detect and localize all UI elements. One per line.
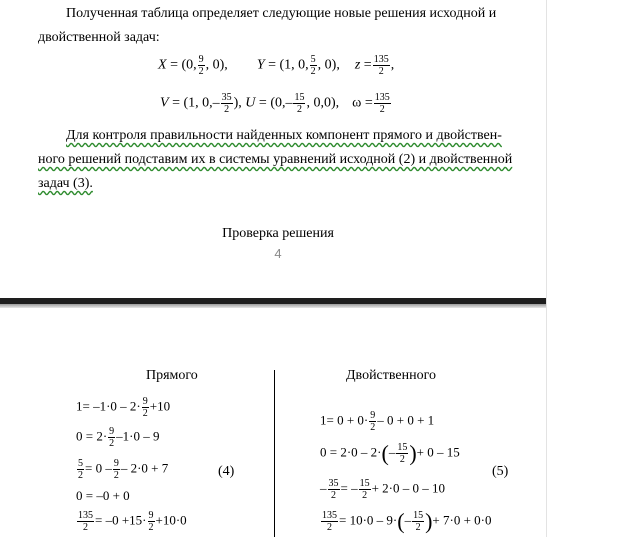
left-eq-1-b: +10 xyxy=(149,398,171,414)
x-num: 9 xyxy=(198,54,204,65)
right-eq-4 xyxy=(320,510,491,533)
solutions-line-2 xyxy=(160,92,392,115)
omega-den: 2 xyxy=(379,104,385,115)
u-minus: – xyxy=(285,95,293,111)
left-eq-1-den: 2 xyxy=(142,408,148,419)
right-eq-2-den: 2 xyxy=(399,454,405,465)
right-eq-4-den: 2 xyxy=(327,522,332,533)
right-eq-3-a: = – xyxy=(340,480,358,496)
right-eq-3-num: 35 xyxy=(328,478,339,489)
right-eq-2-num: 15 xyxy=(397,442,408,453)
left-eq-3-a: = 0 – xyxy=(85,460,112,476)
page-number: 4 xyxy=(274,246,282,261)
control-paragraph xyxy=(38,124,530,196)
right-eq-3-den: 2 xyxy=(331,490,336,501)
right-eq-4-den2: 2 xyxy=(415,522,421,533)
right-eq-4-a: = 10·0 – 9· xyxy=(339,512,398,528)
left-eq-3-b: – 2·0 + 7 xyxy=(120,460,169,476)
y-symbol: Y xyxy=(256,57,265,73)
left-eq-5-den2: 2 xyxy=(148,522,154,533)
right-eq-1-a: 1= 0 + 0· xyxy=(320,412,369,428)
left-eq-3 xyxy=(76,458,168,481)
equals-sign: = xyxy=(363,57,372,73)
left-eq-2-frac xyxy=(108,426,115,449)
control-line-2: ного решений подставим их в системы уравнений исходной (2) и двойственной xyxy=(38,152,513,167)
right-eq-1-frac xyxy=(369,410,376,433)
page-right-edge xyxy=(546,0,547,537)
left-eq-5-frac xyxy=(77,510,94,533)
left-eq-3-frac xyxy=(77,458,84,481)
right-eq-4-rparen: ) xyxy=(425,508,433,534)
y-fraction xyxy=(310,54,317,77)
u-close: , 0,0), xyxy=(306,95,340,111)
left-eq-3-den: 2 xyxy=(78,470,83,481)
v-close: ), xyxy=(233,95,242,111)
right-column-header: Двойственного xyxy=(346,368,437,383)
right-eq-3-minus: – xyxy=(320,480,327,496)
y-open: = (1, 0, xyxy=(268,57,309,73)
left-eq-5-a: = –0 +15· xyxy=(95,512,147,528)
u-open: = (0, xyxy=(258,95,286,111)
v-den: 2 xyxy=(224,104,230,115)
left-eq-3-num2: 9 xyxy=(113,458,119,469)
right-eq-4-frac xyxy=(321,510,338,533)
left-eq-3-num: 5 xyxy=(78,458,83,469)
y-num: 5 xyxy=(310,54,316,65)
right-eq-2-rparen: ) xyxy=(409,440,417,466)
right-eq-4-num: 135 xyxy=(322,510,337,521)
left-eq-2 xyxy=(76,426,160,449)
left-eq-5-b: +10·0 xyxy=(155,512,187,528)
section-title: Проверка решения xyxy=(222,226,334,241)
right-eq-3-frac2 xyxy=(359,478,371,501)
v-symbol: V xyxy=(160,95,169,111)
equals-sign: = xyxy=(364,95,373,111)
z-symbol: z xyxy=(354,57,361,73)
left-eq-1-frac xyxy=(142,396,149,419)
omega-fraction xyxy=(374,92,391,115)
v-num: 35 xyxy=(221,92,232,103)
x-den: 2 xyxy=(198,66,204,77)
u-symbol: U xyxy=(245,95,256,111)
left-eq-1-a: 1= –1·0 – 2· xyxy=(76,398,141,414)
right-eq-2-minus: – xyxy=(388,444,396,460)
left-eq-1-num: 9 xyxy=(142,396,148,407)
u-fraction xyxy=(293,92,305,115)
page-break-shadow xyxy=(0,304,546,308)
x-close: , 0), xyxy=(205,57,228,73)
right-eq-4-num2: 15 xyxy=(413,510,424,521)
y-close: , 0), xyxy=(317,57,340,73)
equals-sign: = xyxy=(170,57,178,73)
right-eq-4-lparen: ( xyxy=(397,508,405,534)
left-system-tag: (4) xyxy=(218,464,235,479)
v-open: = (1, 0,– xyxy=(172,95,220,111)
right-system-tag: (5) xyxy=(492,464,509,479)
z-fraction xyxy=(373,54,390,77)
control-line-3: задач (3). xyxy=(38,176,93,191)
right-eq-3-b: + 2·0 – 0 – 10 xyxy=(371,480,446,496)
y-den: 2 xyxy=(310,66,316,77)
left-eq-1 xyxy=(76,396,170,419)
right-eq-2-frac xyxy=(396,442,408,465)
right-eq-4-b: + 7·0 + 0·0 xyxy=(432,512,492,528)
x-symbol: X xyxy=(158,57,167,73)
left-eq-2-a: 0 = 2· xyxy=(76,428,108,444)
right-eq-2-a: 0 = 2·0 – 2· xyxy=(320,444,382,460)
right-eq-1 xyxy=(320,410,434,433)
column-divider xyxy=(274,370,275,537)
right-eq-1-den: 2 xyxy=(370,422,376,433)
right-eq-3-frac xyxy=(328,478,340,501)
u-num: 15 xyxy=(294,92,305,103)
left-eq-2-den: 2 xyxy=(109,438,115,449)
omega-symbol: ω xyxy=(352,95,362,111)
z-den: 2 xyxy=(378,66,384,77)
left-eq-5 xyxy=(76,510,187,533)
control-line-1: Для контроля правильности найденных компонент прямого и двойствен- xyxy=(66,128,502,143)
right-eq-1-num: 9 xyxy=(370,410,376,421)
right-eq-2-lparen: ( xyxy=(381,440,389,466)
left-column-header: Прямого xyxy=(146,368,198,383)
right-eq-4-minus: – xyxy=(404,512,412,528)
right-eq-3 xyxy=(320,478,445,501)
solutions-line-1 xyxy=(158,54,394,77)
intro-line-1: Полученная таблица определяет следующие новые решения исходной и xyxy=(66,6,497,21)
left-eq-4: 0 = –0 + 0 xyxy=(76,488,130,503)
v-fraction xyxy=(221,92,233,115)
left-eq-5-frac2 xyxy=(148,510,155,533)
right-eq-2-b: + 0 – 15 xyxy=(416,444,460,460)
right-eq-4-frac2 xyxy=(412,510,424,533)
x-fraction xyxy=(198,54,205,77)
left-eq-5-num2: 9 xyxy=(148,510,154,521)
u-den: 2 xyxy=(296,104,302,115)
left-eq-2-num: 9 xyxy=(109,426,115,437)
right-eq-3-den2: 2 xyxy=(362,490,368,501)
omega-num: 135 xyxy=(374,92,390,103)
z-num: 135 xyxy=(373,54,389,65)
x-open: (0, xyxy=(181,57,197,73)
z-close: , xyxy=(390,57,395,73)
intro-paragraph xyxy=(38,2,530,50)
right-eq-3-num2: 15 xyxy=(359,478,370,489)
left-eq-3-frac2 xyxy=(113,458,120,481)
right-eq-2 xyxy=(320,442,460,465)
intro-line-2: двойственной задач: xyxy=(38,30,160,45)
left-eq-2-b: –1·0 – 9 xyxy=(116,428,160,444)
left-eq-5-num: 135 xyxy=(78,510,93,521)
left-eq-3-den2: 2 xyxy=(113,470,119,481)
left-eq-5-den: 2 xyxy=(83,522,88,533)
right-eq-1-b: – 0 + 0 + 1 xyxy=(377,412,435,428)
